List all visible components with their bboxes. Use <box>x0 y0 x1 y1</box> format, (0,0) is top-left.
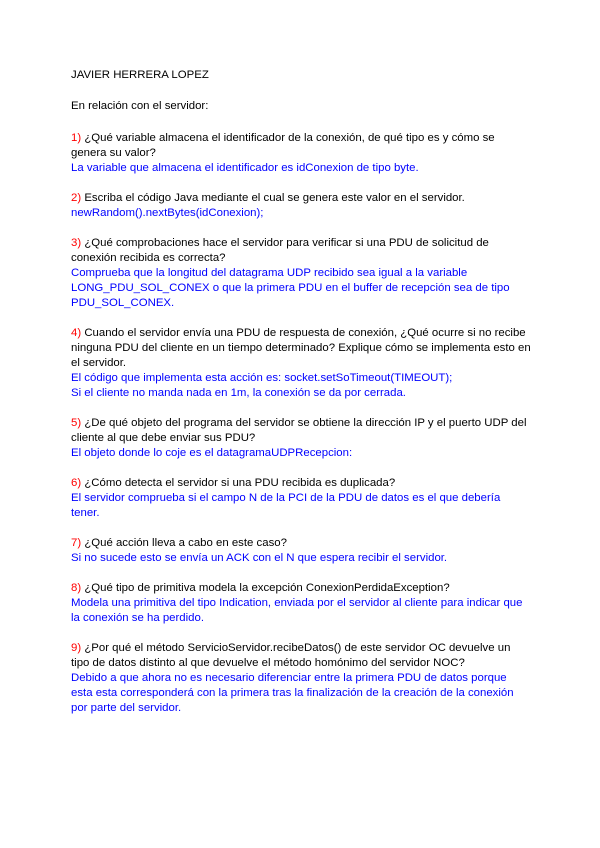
question-text <box>71 476 531 491</box>
question-body: ¿De qué objeto del programa del servidor se obtiene la dirección IP y el puerto UDP del cliente al que debe enviar sus PDU? <box>71 417 527 444</box>
answer-text: Debido a que ahora no es necesario diferenciar entre la primera PDU de datos porque esta esta corresponderá con la primera tras la finalización de la creación de la conexión por parte del servidor. <box>71 672 514 714</box>
question-body: Cuando el servidor envía una PDU de respuesta de conexión, ¿Qué ocurre si no recibe ninguna PDU del cliente en un tiempo determinado? Explique cómo se implementa esto en el servidor. <box>71 327 531 369</box>
question-body: Escriba el código Java mediante el cual se genera este valor en el servidor. <box>84 192 465 204</box>
author-name: JAVIER HERRERA LOPEZ <box>71 69 209 81</box>
question-body: ¿Qué acción lleva a cabo en este caso? <box>84 537 287 549</box>
qa-item <box>71 191 531 221</box>
question-text <box>71 236 531 266</box>
question-number: 6) <box>71 477 82 489</box>
question-text <box>71 416 531 446</box>
answer-text: El código que implementa esta acción es: socket.setSoTimeout(TIMEOUT); <box>71 372 453 384</box>
question-number: 2) <box>71 192 82 204</box>
question-text <box>71 131 531 161</box>
document-page <box>71 68 531 731</box>
answer-text: La variable que almacena el identificador es idConexion de tipo byte. <box>71 162 419 174</box>
qa-item <box>71 131 531 176</box>
answer-text: Comprueba que la longitud del datagrama UDP recibido sea igual a la variable LONG_PDU_SOL_CONEX o que la primera PDU en el buffer de recepción sea de tipo PDU_SOL_CONEX. <box>71 267 510 309</box>
qa-item <box>71 536 531 566</box>
question-number: 3) <box>71 237 82 249</box>
qa-item <box>71 326 531 401</box>
qa-item <box>71 236 531 311</box>
question-text <box>71 641 531 671</box>
answer-text: newRandom().nextBytes(idConexion); <box>71 207 264 219</box>
answer-text: El objeto donde lo coje es el datagramaUDPRecepcion: <box>71 447 353 459</box>
qa-item <box>71 476 531 521</box>
qa-item <box>71 416 531 461</box>
question-text <box>71 191 531 206</box>
question-body: ¿Qué tipo de primitiva modela la excepción ConexionPerdidaException? <box>84 582 450 594</box>
answer-text: Modela una primitiva del tipo Indication, enviada por el servidor al cliente para indicar que la conexión se ha perdido. <box>71 597 523 624</box>
question-text <box>71 536 531 551</box>
answer-text: Si el cliente no manda nada en 1m, la conexión se da por cerrada. <box>71 387 406 399</box>
qa-item <box>71 581 531 626</box>
question-number: 8) <box>71 582 82 594</box>
question-text <box>71 581 531 596</box>
question-number: 9) <box>71 642 82 654</box>
answer-text: Si no sucede esto se envía un ACK con el N que espera recibir el servidor. <box>71 552 448 564</box>
question-body: ¿Qué variable almacena el identificador de la conexión, de qué tipo es y cómo se genera su valor? <box>71 132 495 159</box>
question-body: ¿Por qué el método ServicioServidor.recibeDatos() de este servidor OC devuelve un tipo de datos distinto al que devuelve el método homónimo del servidor NOC? <box>71 642 511 669</box>
question-body: ¿Cómo detecta el servidor si una PDU recibida es duplicada? <box>84 477 396 489</box>
question-number: 7) <box>71 537 82 549</box>
question-number: 1) <box>71 132 82 144</box>
question-number: 4) <box>71 327 82 339</box>
question-text <box>71 326 531 371</box>
question-body: ¿Qué comprobaciones hace el servidor para verificar si una PDU de solicitud de conexión recibida es correcta? <box>71 237 489 264</box>
answer-text: El servidor comprueba si el campo N de la PCI de la PDU de datos es el que debería tener. <box>71 492 501 519</box>
intro-text: En relación con el servidor: <box>71 100 209 112</box>
qa-item <box>71 641 531 716</box>
question-number: 5) <box>71 417 82 429</box>
